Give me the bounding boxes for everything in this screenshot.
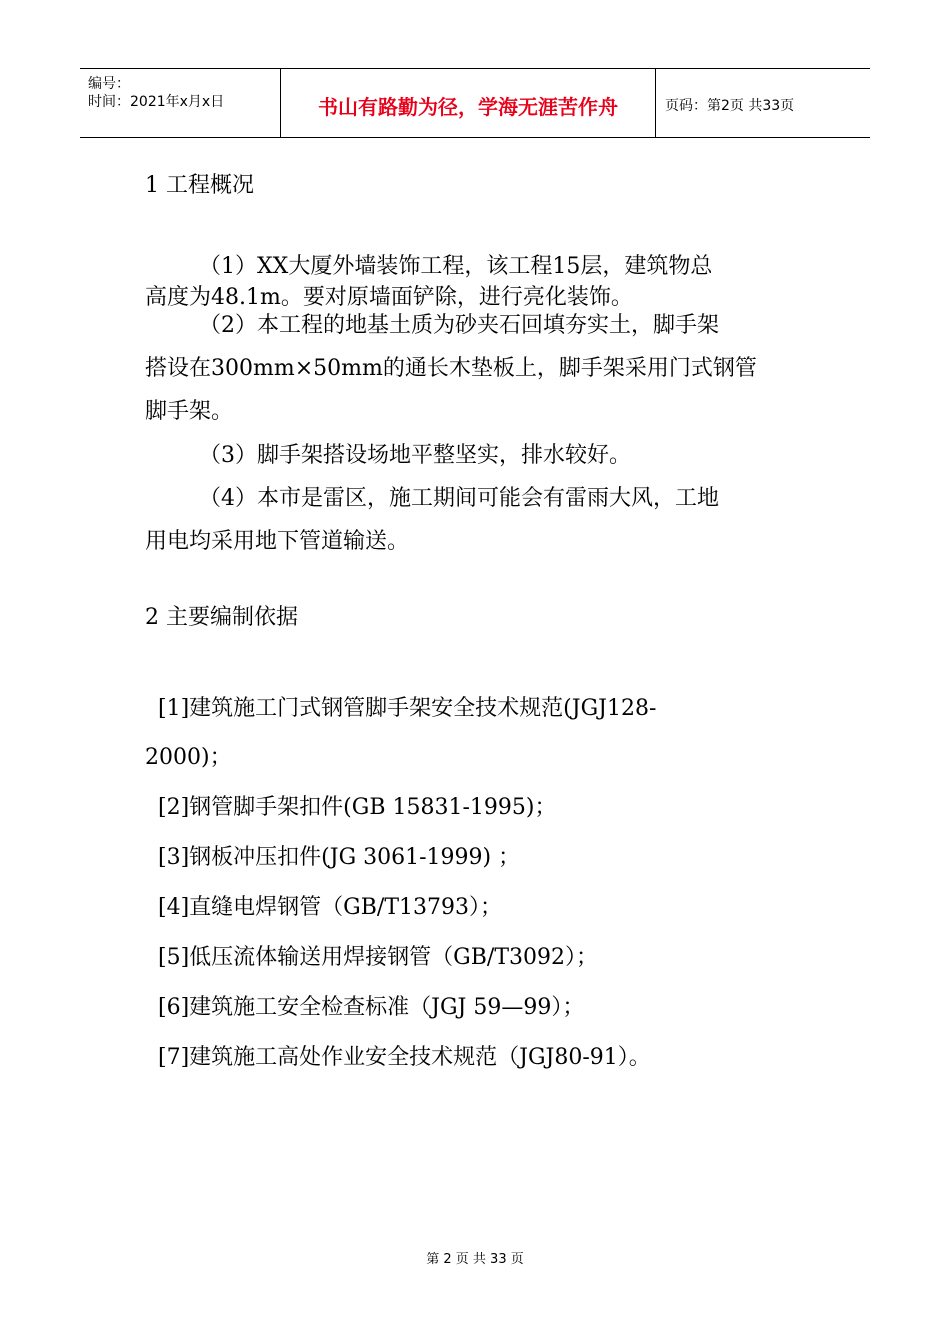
reference-3: [3]钢板冲压扣件(JG 3061-1999) ；	[158, 845, 521, 870]
section-1-heading: 1 工程概况	[145, 173, 254, 198]
header-page-cell	[655, 69, 870, 137]
page-label: 页码：第2页 共33页	[665, 98, 795, 114]
paragraph-4-line-1: （4）本市是雷区，施工期间可能会有雷雨大风，工地	[199, 486, 719, 511]
date-label: 时间：2021年x月x日	[88, 94, 225, 110]
paragraph-3: （3）脚手架搭设场地平整坚实，排水较好。	[199, 443, 631, 468]
serial-label: 编号：	[88, 76, 130, 92]
paragraph-2-line-2: 搭设在300mm×50mm的通长木垫板上，脚手架采用门式钢管	[145, 356, 757, 381]
paragraph-2-line-1: （2）本工程的地基土质为砂夹石回填夯实土，脚手架	[199, 313, 719, 338]
paragraph-1-line-1: （1）XX大厦外墙装饰工程，该工程15层，建筑物总	[199, 254, 713, 279]
motto-text: 书山有路勤为径，学海无涯苦作舟	[318, 95, 618, 119]
reference-1-line-1: [1]建筑施工门式钢管脚手架安全技术规范(JGJ128-	[158, 696, 657, 721]
page-footer: 第 2 页 共 33 页	[426, 1252, 524, 1267]
header-table	[80, 68, 870, 138]
section-2-heading: 2 主要编制依据	[145, 605, 298, 630]
header-motto-cell	[280, 69, 656, 137]
reference-5: [5]低压流体输送用焊接钢管（GB/T3092）；	[158, 945, 598, 970]
paragraph-1-line-2: 高度为48.1m。要对原墙面铲除，进行亮化装饰。	[145, 285, 633, 310]
reference-6: [6]建筑施工安全检查标准（JGJ 59—99）；	[158, 995, 585, 1020]
reference-2: [2]钢管脚手架扣件(GB 15831-1995)；	[158, 795, 557, 820]
reference-4: [4]直缝电焊钢管（GB/T13793）；	[158, 895, 502, 920]
paragraph-4-line-2: 用电均采用地下管道输送。	[145, 529, 410, 554]
reference-7: [7]建筑施工高处作业安全技术规范（JGJ80-91）。	[158, 1045, 651, 1070]
header-meta-cell	[80, 69, 280, 137]
reference-1-line-2: 2000)；	[145, 745, 232, 770]
paragraph-2-line-3: 脚手架。	[145, 399, 234, 424]
